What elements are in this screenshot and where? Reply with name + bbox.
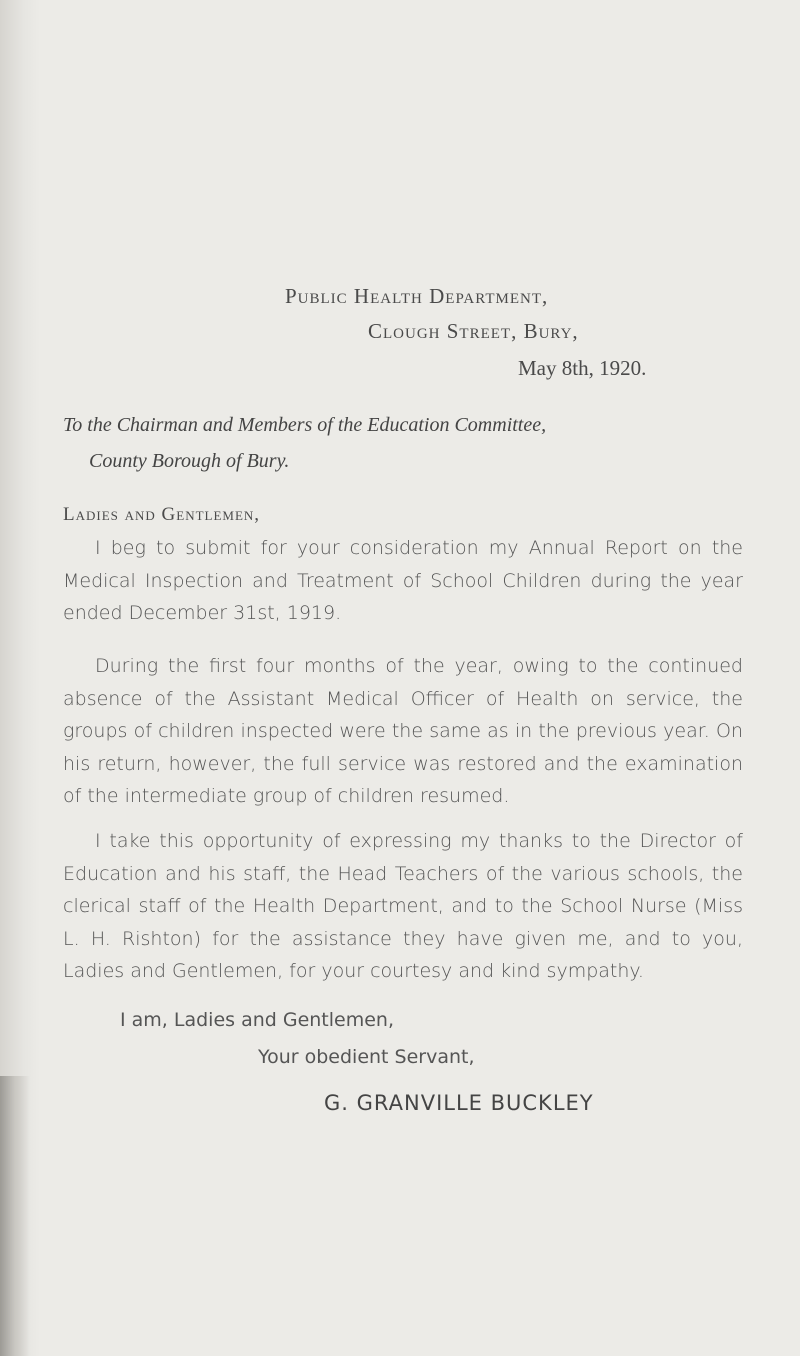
paragraph-2-text: During the first four months of the year, owing to the continued absence of the Assistant Medical Officer of Health on service, the groups of children inspected were the same as in the previous year. On his return, however, the full service was restored and the examination of the intermediate group of children resumed. xyxy=(63,655,743,807)
addressee-line-2: County Borough of Bury. xyxy=(89,450,290,472)
signature: G. GRANVILLE BUCKLEY xyxy=(324,1091,594,1115)
paragraph-1-text: I beg to submit for your consideration my Annual Report on the Medical Inspection and Treatment of School Children during the year ended December 31st, 1919. xyxy=(63,537,743,624)
letterhead-department: Public Health Department, xyxy=(285,284,549,308)
paragraph-3 xyxy=(63,825,743,988)
closing-line-1: I am, Ladies and Gentlemen, xyxy=(120,1009,395,1031)
letter-date: May 8th, 1920. xyxy=(518,356,647,380)
paragraph-2 xyxy=(63,650,743,813)
paragraph-3-text: I take this opportunity of expressing my thanks to the Director of Education and his staff, the Head Teachers of the various schools, the clerical staff of the Health Department, and to the School Nurse (Miss L. H. Rishton) for the assistance they have given me, and to you, Ladies and Gentlemen, for your courtesy and kind sympathy. xyxy=(63,830,743,982)
paragraph-1 xyxy=(63,532,743,630)
addressee-line-1: To the Chairman and Members of the Education Committee, xyxy=(63,414,547,436)
closing-line-2: Your obedient Servant, xyxy=(258,1046,475,1068)
salutation: Ladies and Gentlemen, xyxy=(63,504,261,525)
letterhead-street: Clough Street, Bury, xyxy=(368,319,579,343)
